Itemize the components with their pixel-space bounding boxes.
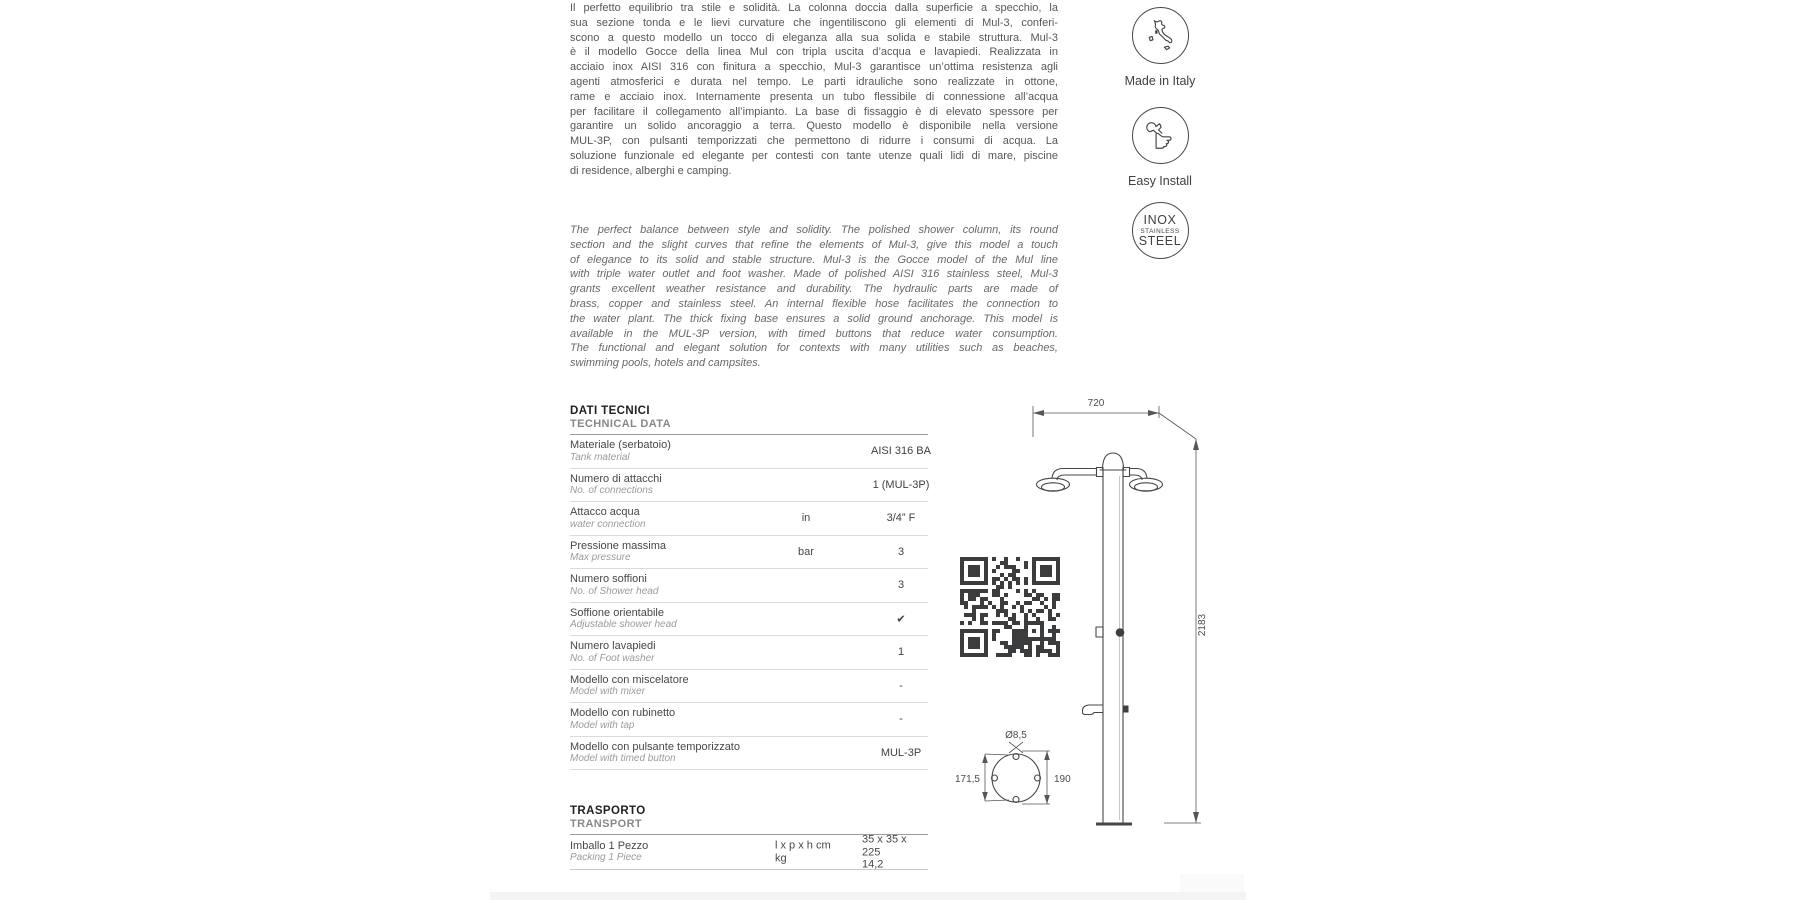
transport-section — [570, 805, 928, 870]
row-value: - — [899, 679, 903, 692]
table-row — [570, 435, 931, 469]
row-label-italian: Numero lavapiedi — [570, 640, 656, 652]
wrench-thumbs-up-icon — [1132, 107, 1189, 164]
table-row — [570, 502, 928, 536]
table-row — [570, 670, 928, 704]
table-row — [570, 603, 928, 637]
row-label-english: No. of Shower head — [570, 585, 659, 597]
row-value: 3 — [897, 579, 905, 592]
row-value: ✔ — [896, 613, 906, 626]
row-label-english: Model with timed button — [570, 753, 676, 764]
dimension-height-label: 2183 — [1197, 613, 1208, 637]
row-label-english: Model with tap — [570, 719, 635, 731]
badge-inox-stainless-steel — [1106, 202, 1214, 259]
description-paragraph-italian: Il perfetto equilibrio tra stile e solidità. La colonna doccia dalla superficie a specchio, la sua sezione tonda e le lievi curvature che ingentiliscono gli elementi di Mul-3, conferi- scono a questo modello un tocco di eleganza alla sua solida e stabile struttura. Mul-3 è il modello Gocce della linea Mul con tripla uscita d’acqua e lavapiedi. Realizzata in acciaio inox AISI 316 con finitura a specchio, Mul-3 garantisce un’ottima resistenza agli agenti atmosferici e durata nel tempo. Le parti idrauliche sono realizzate in ottone, rame e acciaio inox. Internamente presenta un tubo flessibile di connessione all’acqua per facilitare il collegamento all’impianto. La base di fissaggio è di elevato spessore per garantire un solido ancoraggio a terra. Questo modello è disponibile nella versione MUL-3P, con pulsanti temporizzati che permettono di ridurre i consumi di acqua. La soluzione funzionale ed elegante per contesti con tante utenze quali lidi di mare, piscine di residence, alberghi e camping. — [570, 2, 1058, 177]
dimension-width-label: 720 — [1087, 398, 1105, 409]
dimension-hole-diameter-label: Ø8,5 — [1005, 730, 1027, 741]
technical-drawing — [950, 390, 1250, 840]
transport-values — [862, 833, 928, 871]
technical-data-table — [570, 435, 931, 770]
badge-made-in-italy — [1106, 7, 1214, 88]
inox-line2: STAINLESS — [1140, 227, 1180, 235]
transport-heading — [570, 805, 928, 835]
row-unit: bar — [798, 545, 814, 558]
transport-title-en: TRANSPORT — [570, 818, 643, 830]
row-label-italian: Modello con rubinetto — [570, 707, 676, 719]
badge-label: Made in Italy — [1124, 74, 1196, 88]
row-value: MUL-3P — [880, 746, 922, 759]
row-value: 3 — [897, 545, 905, 558]
row-value: - — [899, 713, 903, 726]
row-value: 1 (MUL-3P) — [872, 478, 930, 491]
row-label-english: Model with mixer — [570, 686, 646, 697]
row-label-english: No. of connections — [570, 485, 653, 496]
footer-strip — [490, 892, 1246, 900]
transport-unit-weight: kg — [775, 852, 787, 864]
table-row — [570, 737, 928, 771]
technical-data-title-it: DATI TECNICI — [570, 405, 650, 417]
badge-easy-install — [1106, 107, 1214, 188]
inox-steel-badge — [1132, 202, 1189, 259]
row-unit: in — [801, 512, 811, 525]
transport-value-dimensions: 35 x 35 x 225 — [862, 833, 907, 858]
transport-unit-dimensions: l x p x h cm — [775, 839, 831, 852]
italy-map-icon — [1132, 7, 1189, 64]
row-label-english: Tank material — [570, 451, 630, 463]
technical-data-heading — [570, 405, 928, 435]
row-label-italian: Modello con miscelatore — [570, 673, 689, 686]
technical-data-section — [570, 405, 931, 770]
row-label-italian: Modello con pulsante temporizzato — [570, 740, 740, 753]
row-label-italian: Numero di attacchi — [570, 472, 662, 485]
description-paragraph-english: The perfect balance between style and solidity. The polished shower column, its round section and the slight curves that refine the elements of Mul-3, give this model a touch of elegance to its solid and stable structure. Mul-3 is the Gocce model of the Mul line with triple water outlet and foot washer. Made of polished AISI 316 stainless steel, Mul-3 grants excellent weather resistance and durability. The hydraulic parts are made of brass, copper and stainless steel. An internal flexible hose facilitates the connection to the water plant. The thick fixing base ensures a solid ground anchorage. This model is available in the MUL-3P version, with timed buttons that reduce water consumption. The functional and elegant solution for contexts with many utilities such as beaches, swimming pools, hotels and campsites. — [570, 224, 1058, 370]
table-row — [570, 703, 928, 737]
transport-title-it: TRASPORTO — [570, 805, 646, 817]
row-label-english: Max pressure — [570, 552, 631, 563]
row-label-english: water connection — [570, 518, 646, 530]
row-label-italian: Materiale (serbatoio) — [570, 439, 671, 451]
table-row — [570, 469, 928, 503]
dimension-base-left-label: 171,5 — [954, 774, 980, 785]
transport-row — [570, 835, 928, 870]
table-row — [570, 536, 928, 570]
row-label-english: No. of Foot washer — [570, 652, 655, 664]
badge-label: Easy Install — [1128, 174, 1192, 188]
row-value: AISI 316 BA — [871, 445, 931, 458]
row-value: 3/4” F — [886, 512, 916, 525]
row-label-italian: Pressione massima — [570, 539, 666, 552]
transport-value-weight: 14,2 — [862, 858, 884, 871]
dimension-base-right-label: 190 — [1054, 774, 1071, 785]
transport-label-english: Packing 1 Piece — [570, 852, 642, 864]
inox-line3: STEEL — [1138, 233, 1182, 248]
inox-line1: INOX — [1143, 212, 1177, 227]
table-row — [570, 569, 928, 603]
row-label-english: Adjustable shower head — [570, 619, 677, 630]
row-label-italian: Attacco acqua — [570, 506, 640, 518]
transport-label-italian: Imballo 1 Pezzo — [570, 839, 649, 852]
technical-data-title-en: TECHNICAL DATA — [570, 418, 671, 430]
row-value: 1 — [897, 646, 905, 659]
row-label-italian: Soffione orientabile — [570, 606, 664, 619]
transport-units — [775, 840, 831, 865]
row-label-italian: Numero soffioni — [570, 573, 647, 585]
table-row — [570, 636, 928, 670]
